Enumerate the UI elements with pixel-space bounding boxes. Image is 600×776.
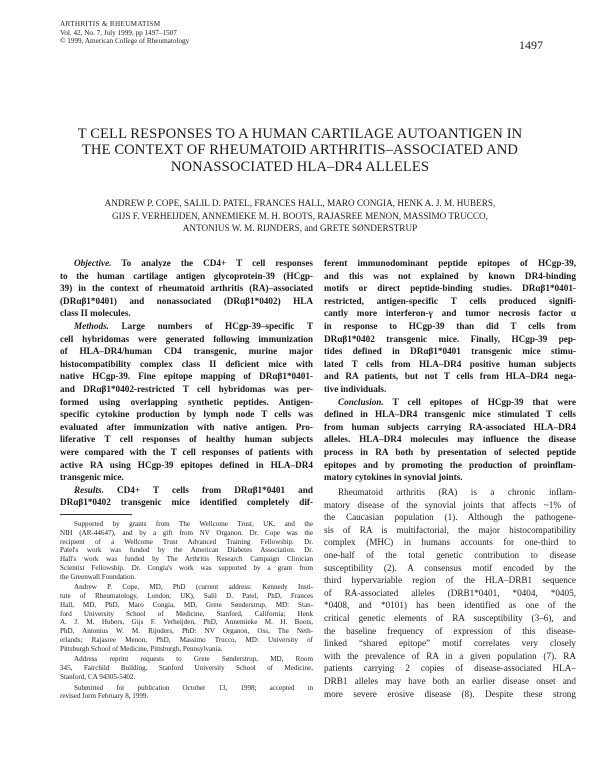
footnote-line: Patel's work was funded by the American Diabetes Association. Dr. (60, 546, 313, 555)
body-line: Rheumatoid arthritis (RA) is a chronic inflam- (338, 487, 576, 497)
footnote-line: Scientist Fellowship. Dr. Congia's work was supported by a grant from (60, 563, 313, 572)
body-line: the baseline frequency of expression of this disease- (324, 625, 576, 636)
abstract-line: process in RA both by presentation of selected peptide (324, 446, 576, 457)
body-line: matory disease of the synovial joints that affects ~1% of (324, 499, 576, 510)
body-line: sis of RA is multifactorial, the major histocompatibility (324, 524, 576, 535)
methods-label: Methods. (74, 320, 109, 331)
body-line: complex (MHC) in humans accounts for one-third to (324, 537, 576, 548)
abstract-line: active RA using HCgp-39 epitopes defined in HLA–DR4 (60, 459, 313, 470)
footnotes (60, 520, 313, 701)
journal-name: ARTHRITIS & RHEUMATISM (60, 20, 161, 28)
author-list (30, 197, 570, 235)
abstract-line: Results. CD4+ T cells from DRαβ1*0401 and (74, 484, 313, 495)
abstract-line: defined in HLA–DR4 transgenic mice stimulated T cells (324, 409, 576, 420)
footnote-line: Andrew P. Cope, MD, PhD (current address: Kennedy Insti- (74, 583, 313, 592)
abstract-line: and this was not explained by known DR4-binding (324, 270, 576, 281)
abstract-line: native HCgp-39. Fine epitope mapping of DRαβ1*0401- (60, 371, 313, 382)
abstract-line: epitopes and by promoting the production of proinflam- (324, 459, 576, 470)
copyright: © 1999, American College of Rheumatology (60, 37, 190, 46)
body-line: susceptibility (2). A consensus motif encoded by the (324, 562, 576, 573)
page-number: 1497 (519, 38, 543, 52)
abstract-line: specific cytokine production by lymph node T cells was (60, 409, 313, 420)
body-line: DRB1 alleles may have both an earlier disease onset and (324, 675, 576, 686)
footnote-line: ford University School of Medicine, Stanford, California; Henk (60, 609, 313, 618)
footnote-line: Stanford, CA 94305-5402. (60, 672, 136, 681)
body-line: with the prevalence of RA in a given population (7). RA (324, 650, 576, 661)
abstract-line: evaluated after immunization with native antigen. Pro- (60, 421, 313, 432)
abstract-line: DRαβ1*0402 transgenic mice identified completely dif- (60, 497, 313, 508)
objective-label: Objective. (74, 258, 112, 268)
running-header (60, 20, 189, 46)
abstract-right-column (324, 257, 576, 484)
abstract-line: Conclusion. T cell epitopes of HCgp-39 that were (338, 396, 576, 407)
abstract-line: from human subjects carrying RA-associated HLA–DR4 (324, 421, 576, 432)
footnote-line: NIH (AR-44647), and by a gift from NV Organon. Dr. Cope was the (60, 528, 313, 537)
abstract-line: alleles. HLA–DR4 molecules may influence the disease (324, 434, 576, 445)
body-text (324, 486, 576, 700)
abstract-left-column (60, 257, 313, 509)
abstract-line: liferative T cell responses of healthy human subjects (60, 434, 313, 445)
body-line: critical genetic elements of RA susceptibility (3–6), and (324, 612, 576, 623)
abstract-line: transgenic mice. (60, 472, 124, 483)
volume-info: Vol. 42, No. 7, July 1999, pp 1497–1507 (60, 28, 177, 37)
article-title (40, 126, 560, 175)
author-line: ANDREW P. COPE, SALIL D. PATEL, FRANCES HALL, MARO CONGIA, HENK A. J. M. HUBERS, (104, 198, 496, 208)
abstract-line: Objective. To analyze the CD4+ T cell responses (74, 258, 313, 268)
footnote-line: erlands; Rajasree Menon, PhD, Massimo Trucco, MD: University of (60, 635, 313, 644)
body-line: more severe erosive disease (8). Despite these strong (324, 688, 576, 699)
footnote-line: Hall, MD, PhD, Maro Congia, MD, Grete Sønderstrup, MD: Stan- (60, 600, 313, 609)
abstract-line: motifs or direct peptide-binding studies. DRαβ1*0401- (324, 283, 576, 294)
body-line: of RA-associated alleles (DRB1*0401, *0404, *0405, (324, 587, 576, 598)
footnote-line: Supported by grants from The Wellcome Trust, UK, and the (74, 520, 313, 528)
abstract-line: 39) in the context of rheumatoid arthritis (RA)–associated (60, 283, 313, 294)
body-line: linked “shared epitope” motif correlates very closely (324, 638, 576, 649)
abstract-line: lated T cells from HLA–DR4 positive human subjects (324, 358, 576, 369)
footnote-line: Pittsburgh School of Medicine, Pittsburgh, Pennsylvania. (60, 644, 223, 653)
title-line: NONASSOCIATED HLA–DR4 ALLELES (170, 158, 430, 175)
footnote-line: PhD, Antonius W. M. Rijnders, PhD: NV Organon, Oss, The Neth- (60, 627, 313, 635)
abstract-line: histocompatibility complex class II deficient mice with (60, 358, 313, 369)
footnote-line: Submitted for publication October 13, 1998; accepted in (74, 683, 313, 692)
footnote-line: tute of Rheumatology, London, UK), Salil D. Patel, PhD, Frances (60, 592, 313, 600)
abstract-line: class II molecules. (60, 308, 131, 319)
conclusion-label: Conclusion. (338, 396, 384, 407)
footnote-line: the Greenwall Foundation. (60, 572, 136, 581)
abstract-line: matory cytokines in synovial joints. (324, 472, 463, 483)
footnote-rule (60, 514, 132, 515)
footnote-line: revised form February 8, 1999. (60, 692, 149, 701)
footnote-line: Hall's work was funded by The Arthritis Research Campaign Clinician (60, 555, 313, 563)
footnote-line: 345, Fairchild Building, Stanford University School of Medicine, (60, 664, 313, 672)
footnote-line: Address reprint requests to Grete Sønderstrup, MD, Room (74, 655, 313, 664)
body-line: the Caucasian population (1). Although the pathogene- (324, 512, 576, 523)
abstract-line: (DRαβ1*0401) and nonassociated (DRαβ1*0402) HLA (60, 295, 313, 306)
abstract-line: tides defined in DRαβ1*0401 transgenic mice stimu- (324, 346, 576, 357)
body-line: one-half of the total genetic contribution to disease (324, 549, 576, 560)
author-line: GIJS F. VERHEIJDEN, ANNEMIEKE M. H. BOOTS, RAJASREE MENON, MASSIMO TRUCCO, (112, 210, 488, 221)
title-line: THE CONTEXT OF RHEUMATOID ARTHRITIS–ASSOCIATED AND (81, 142, 519, 159)
abstract-line: in response to HCgp-39 than did T cells from (324, 320, 576, 331)
body-line: third hypervariable region of the HLA–DRB1 sequence (324, 575, 576, 586)
results-label: Results. (74, 484, 104, 495)
author-line: ANTONIUS W. M. RIJNDERS, and GRETE SØNDERSTRUP (182, 223, 418, 234)
abstract-line: Methods. Large numbers of HCgp-39–specific T (74, 320, 313, 331)
body-line: *0408, and *0101) has been identified as one of the (324, 600, 576, 611)
abstract-line: and DRαβ1*0402-restricted T cell hybridomas was per- (60, 383, 313, 394)
abstract-line: formed using overlapping synthetic peptides. Antigen- (60, 396, 313, 407)
abstract-line: restricted, antigen-specific T cells produced signifi- (324, 295, 576, 306)
footnote-line: recipient of a Wellcome Trust Advanced Training Fellowship. Dr. (60, 537, 313, 546)
abstract-line: ferent immunodominant peptide epitopes of HCgp-39, (324, 258, 576, 268)
abstract-line: of HLA–DR4/human CD4 transgenic, murine major (60, 346, 313, 357)
title-line: T CELL RESPONSES TO A HUMAN CARTILAGE AUTOANTIGEN IN (77, 126, 523, 142)
abstract-line: to the human cartilage antigen glycoprotein-39 (HCgp- (60, 270, 313, 281)
abstract-line: were compared with the T cell responses of patients with (60, 446, 313, 457)
abstract-line: tive individuals. (324, 383, 387, 394)
abstract-line: cantly more interferon-γ and tumor necrosis factor α (324, 308, 576, 319)
footnote-line: A. J. M. Hubers, Gijs F. Verheijden, PhD, Annemieke M. H. Boots, (60, 618, 313, 627)
abstract-line: DRαβ1*0402 transgenic mice. Finally, HCgp-39 pep- (324, 333, 576, 344)
abstract-line: and RA patients, but not T cells from HLA–DR4 nega- (324, 371, 576, 382)
abstract-line: cell hybridomas were generated following immunization (60, 333, 313, 344)
body-line: patients carrying 2 copies of disease-associated HLA– (324, 663, 576, 674)
